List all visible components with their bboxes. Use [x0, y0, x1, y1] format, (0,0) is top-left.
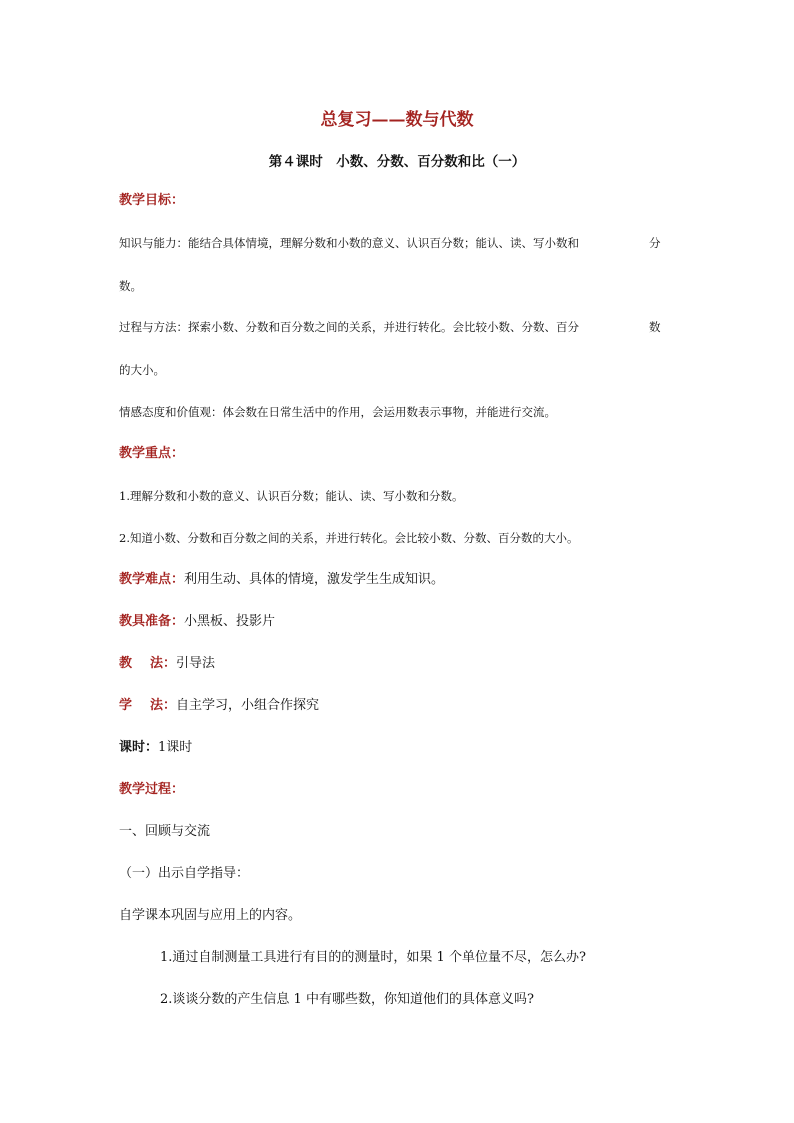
goals-heading: 教学目标：	[119, 193, 185, 208]
difficult-text: 利用生动、具体的情境，激发学生生成知识。	[184, 572, 445, 587]
document-title: 总复习——数与代数	[320, 110, 474, 130]
tools-line	[119, 613, 275, 631]
goal-process: 过程与方法：探索小数、分数和百分数之间的关系，并进行转化。会比较小数、分数、百分	[119, 320, 579, 334]
learn-label-1: 学	[119, 698, 133, 713]
learn-text: 自主学习，小组合作探究	[176, 698, 320, 713]
goal-attitude: 情感态度和价值观：体会数在日常生活中的作用，会运用数表示事物，并能进行交流。	[119, 405, 556, 419]
difficult-label: 教学难点：	[119, 572, 185, 587]
goal-knowledge	[119, 234, 579, 252]
process-heading: 教学过程：	[119, 782, 185, 797]
goal-knowledge-cont: 数。	[119, 279, 142, 293]
tools-label: 教具准备：	[119, 614, 185, 629]
learning-method	[119, 697, 319, 715]
key-point-1: 1.理解分数和小数的意义、认识百分数；能认、读、写小数和分数。	[119, 489, 464, 503]
goal-knowledge-text: 知识与能力：能结合具体情境，理解分数和小数的意义、认识百分数；能认、读、写小数和	[119, 236, 579, 250]
class-hours	[119, 739, 192, 757]
goal-knowledge-tail: 分	[649, 236, 661, 250]
key-point-2: 2.知道小数、分数和百分数之间的关系，并进行转化。会比较小数、分数、百分数的大小。	[119, 531, 579, 545]
hours-text: 1课时	[158, 740, 193, 755]
difficult-point	[119, 571, 444, 589]
goal-process-tail: 数	[649, 320, 661, 334]
teaching-method	[119, 655, 215, 673]
key-heading: 教学重点：	[119, 446, 185, 461]
section-review: 一、回顾与交流	[119, 824, 211, 839]
teach-text: 引导法	[176, 656, 216, 671]
hours-label: 课时：	[119, 740, 159, 755]
goal-process-cont: 的大小。	[119, 363, 165, 377]
lesson-subtitle: 第４课时 小数、分数、百分数和比（一）	[268, 154, 526, 170]
self-study-guide: （一）出示自学指导：	[119, 866, 250, 881]
teach-label-2: 法：	[150, 656, 177, 671]
learn-label-2: 法：	[150, 698, 177, 713]
tools-text: 小黑板、投影片	[184, 614, 276, 629]
question-1: 1.通过自制测量工具进行有目的的测量时，如果 1 个单位量不尽，怎么办?	[160, 950, 586, 965]
self-study-text: 自学课本巩固与应用上的内容。	[119, 908, 302, 923]
question-2: 2.谈谈分数的产生信息 1 中有哪些数，你知道他们的具体意义吗?	[160, 992, 534, 1007]
teach-label-1: 教	[119, 656, 133, 671]
